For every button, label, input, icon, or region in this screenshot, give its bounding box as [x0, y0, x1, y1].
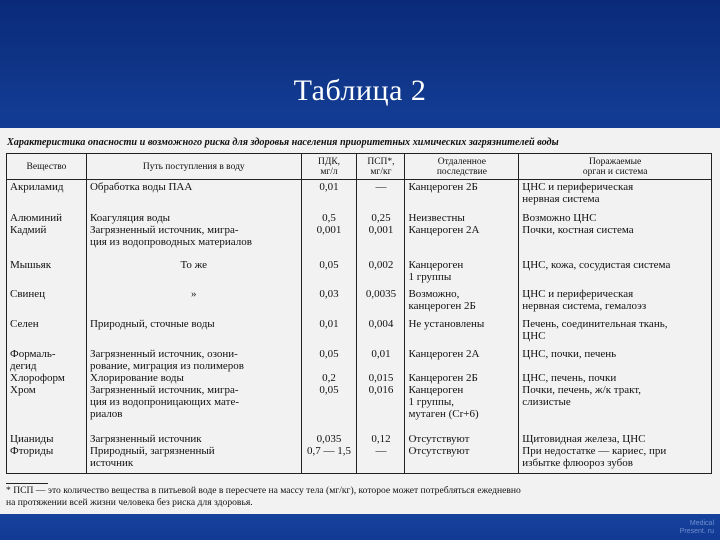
cell-organ: Печень, соединительная ткань, ЦНС: [519, 317, 712, 347]
header-substance: Вещество: [7, 154, 87, 180]
cell-route: Обработка воды ПАА: [86, 180, 301, 211]
cell-pdk: 0,01: [301, 180, 357, 211]
table-row: [7, 258, 712, 287]
cell-route: »: [86, 287, 301, 317]
cell-organ: ЦНС, кожа, сосудистая система: [519, 258, 712, 287]
cell-organ: Возможно ЦНС Почки, костная система: [519, 211, 712, 258]
cell-substance: Формаль- дегид Хлороформ Хром: [7, 347, 87, 432]
table-header-row: [7, 154, 712, 180]
cell-substance: Мышьяк: [7, 258, 87, 287]
cell-pdk: 0,01: [301, 317, 357, 347]
cell-pdk: 0,5 0,001: [301, 211, 357, 258]
cell-route: Загрязненный источник Природный, загрязненный источник: [86, 432, 301, 474]
cell-substance: Свинец: [7, 287, 87, 317]
table-caption: Характеристика опасности и возможного риска для здоровья населения приоритетных химических загрязнителей воды: [7, 137, 559, 148]
header-pdk: ПДК, мг/л: [301, 154, 357, 180]
cell-effect: Не установлены: [405, 317, 519, 347]
cell-substance: Алюминий Кадмий: [7, 211, 87, 258]
slide-title: Таблица 2: [293, 74, 427, 107]
table-row: [7, 317, 712, 347]
cell-organ: ЦНС и периферическая нервная система, гемалоэз: [519, 287, 712, 317]
cell-effect: Отсутствуют Отсутствуют: [405, 432, 519, 474]
corner-watermark: Medical Present. ru: [679, 520, 714, 535]
cell-pdk: 0,05 0,2 0,05: [301, 347, 357, 432]
cell-route: Загрязненный источник, озони- рование, миграция из полимеров Хлорирование воды Загрязненный источник, мигра- ция из водопроницающих мате- риалов: [86, 347, 301, 432]
table-row: [7, 347, 712, 432]
cell-psp: 0,002: [357, 258, 405, 287]
cell-pdk: 0,03: [301, 287, 357, 317]
header-effect: Отдаленное последствие: [405, 154, 519, 180]
header-organ: Поражаемые орган и система: [519, 154, 712, 180]
header-route: Путь поступления в воду: [86, 154, 301, 180]
table-row: [7, 287, 712, 317]
cell-effect: Канцероген 2Б: [405, 180, 519, 211]
table-row: [7, 180, 712, 211]
cell-pdk: 0,035 0,7 — 1,5: [301, 432, 357, 474]
cell-effect: Возможно, канцероген 2Б: [405, 287, 519, 317]
cell-psp: —: [357, 180, 405, 211]
cell-effect: Канцероген 1 группы: [405, 258, 519, 287]
cell-psp: 0,004: [357, 317, 405, 347]
cell-substance: Цианиды Фториды: [7, 432, 87, 474]
table-row: [7, 211, 712, 258]
cell-psp: 0,25 0,001: [357, 211, 405, 258]
cell-psp: 0,0035: [357, 287, 405, 317]
hazard-table: [6, 153, 712, 474]
cell-organ: ЦНС и периферическая нервная система: [519, 180, 712, 211]
cell-psp: 0,01 0,015 0,016: [357, 347, 405, 432]
header-psp: ПСП*, мг/кг: [357, 154, 405, 180]
cell-effect: Канцероген 2А Канцероген 2Б Канцероген 1 группы, мутаген (Cr+6): [405, 347, 519, 432]
footnote: * ПСП — это количество вещества в питьевой воде в пересчете на массу тела (мг/кг), которое может потребляться ежедневно на протяжении всей жизни человека без риска для здоровья.: [6, 485, 521, 508]
cell-route: Коагуляция воды Загрязненный источник, мигра- ция из водопроводных материалов: [86, 211, 301, 258]
cell-substance: Акриламид: [7, 180, 87, 211]
cell-route: То же: [86, 258, 301, 287]
document-scan: [0, 128, 720, 514]
cell-substance: Селен: [7, 317, 87, 347]
cell-organ: Щитовидная железа, ЦНС При недостатке — кариес, при избытке флюороз зубов: [519, 432, 712, 474]
table-row: [7, 432, 712, 474]
footnote-divider: [6, 483, 48, 484]
cell-route: Природный, сточные воды: [86, 317, 301, 347]
cell-psp: 0,12 —: [357, 432, 405, 474]
cell-effect: Неизвестны Канцероген 2А: [405, 211, 519, 258]
cell-pdk: 0,05: [301, 258, 357, 287]
cell-organ: ЦНС, почки, печень ЦНС, печень, почки Почки, печень, ж/к тракт, слизистые: [519, 347, 712, 432]
